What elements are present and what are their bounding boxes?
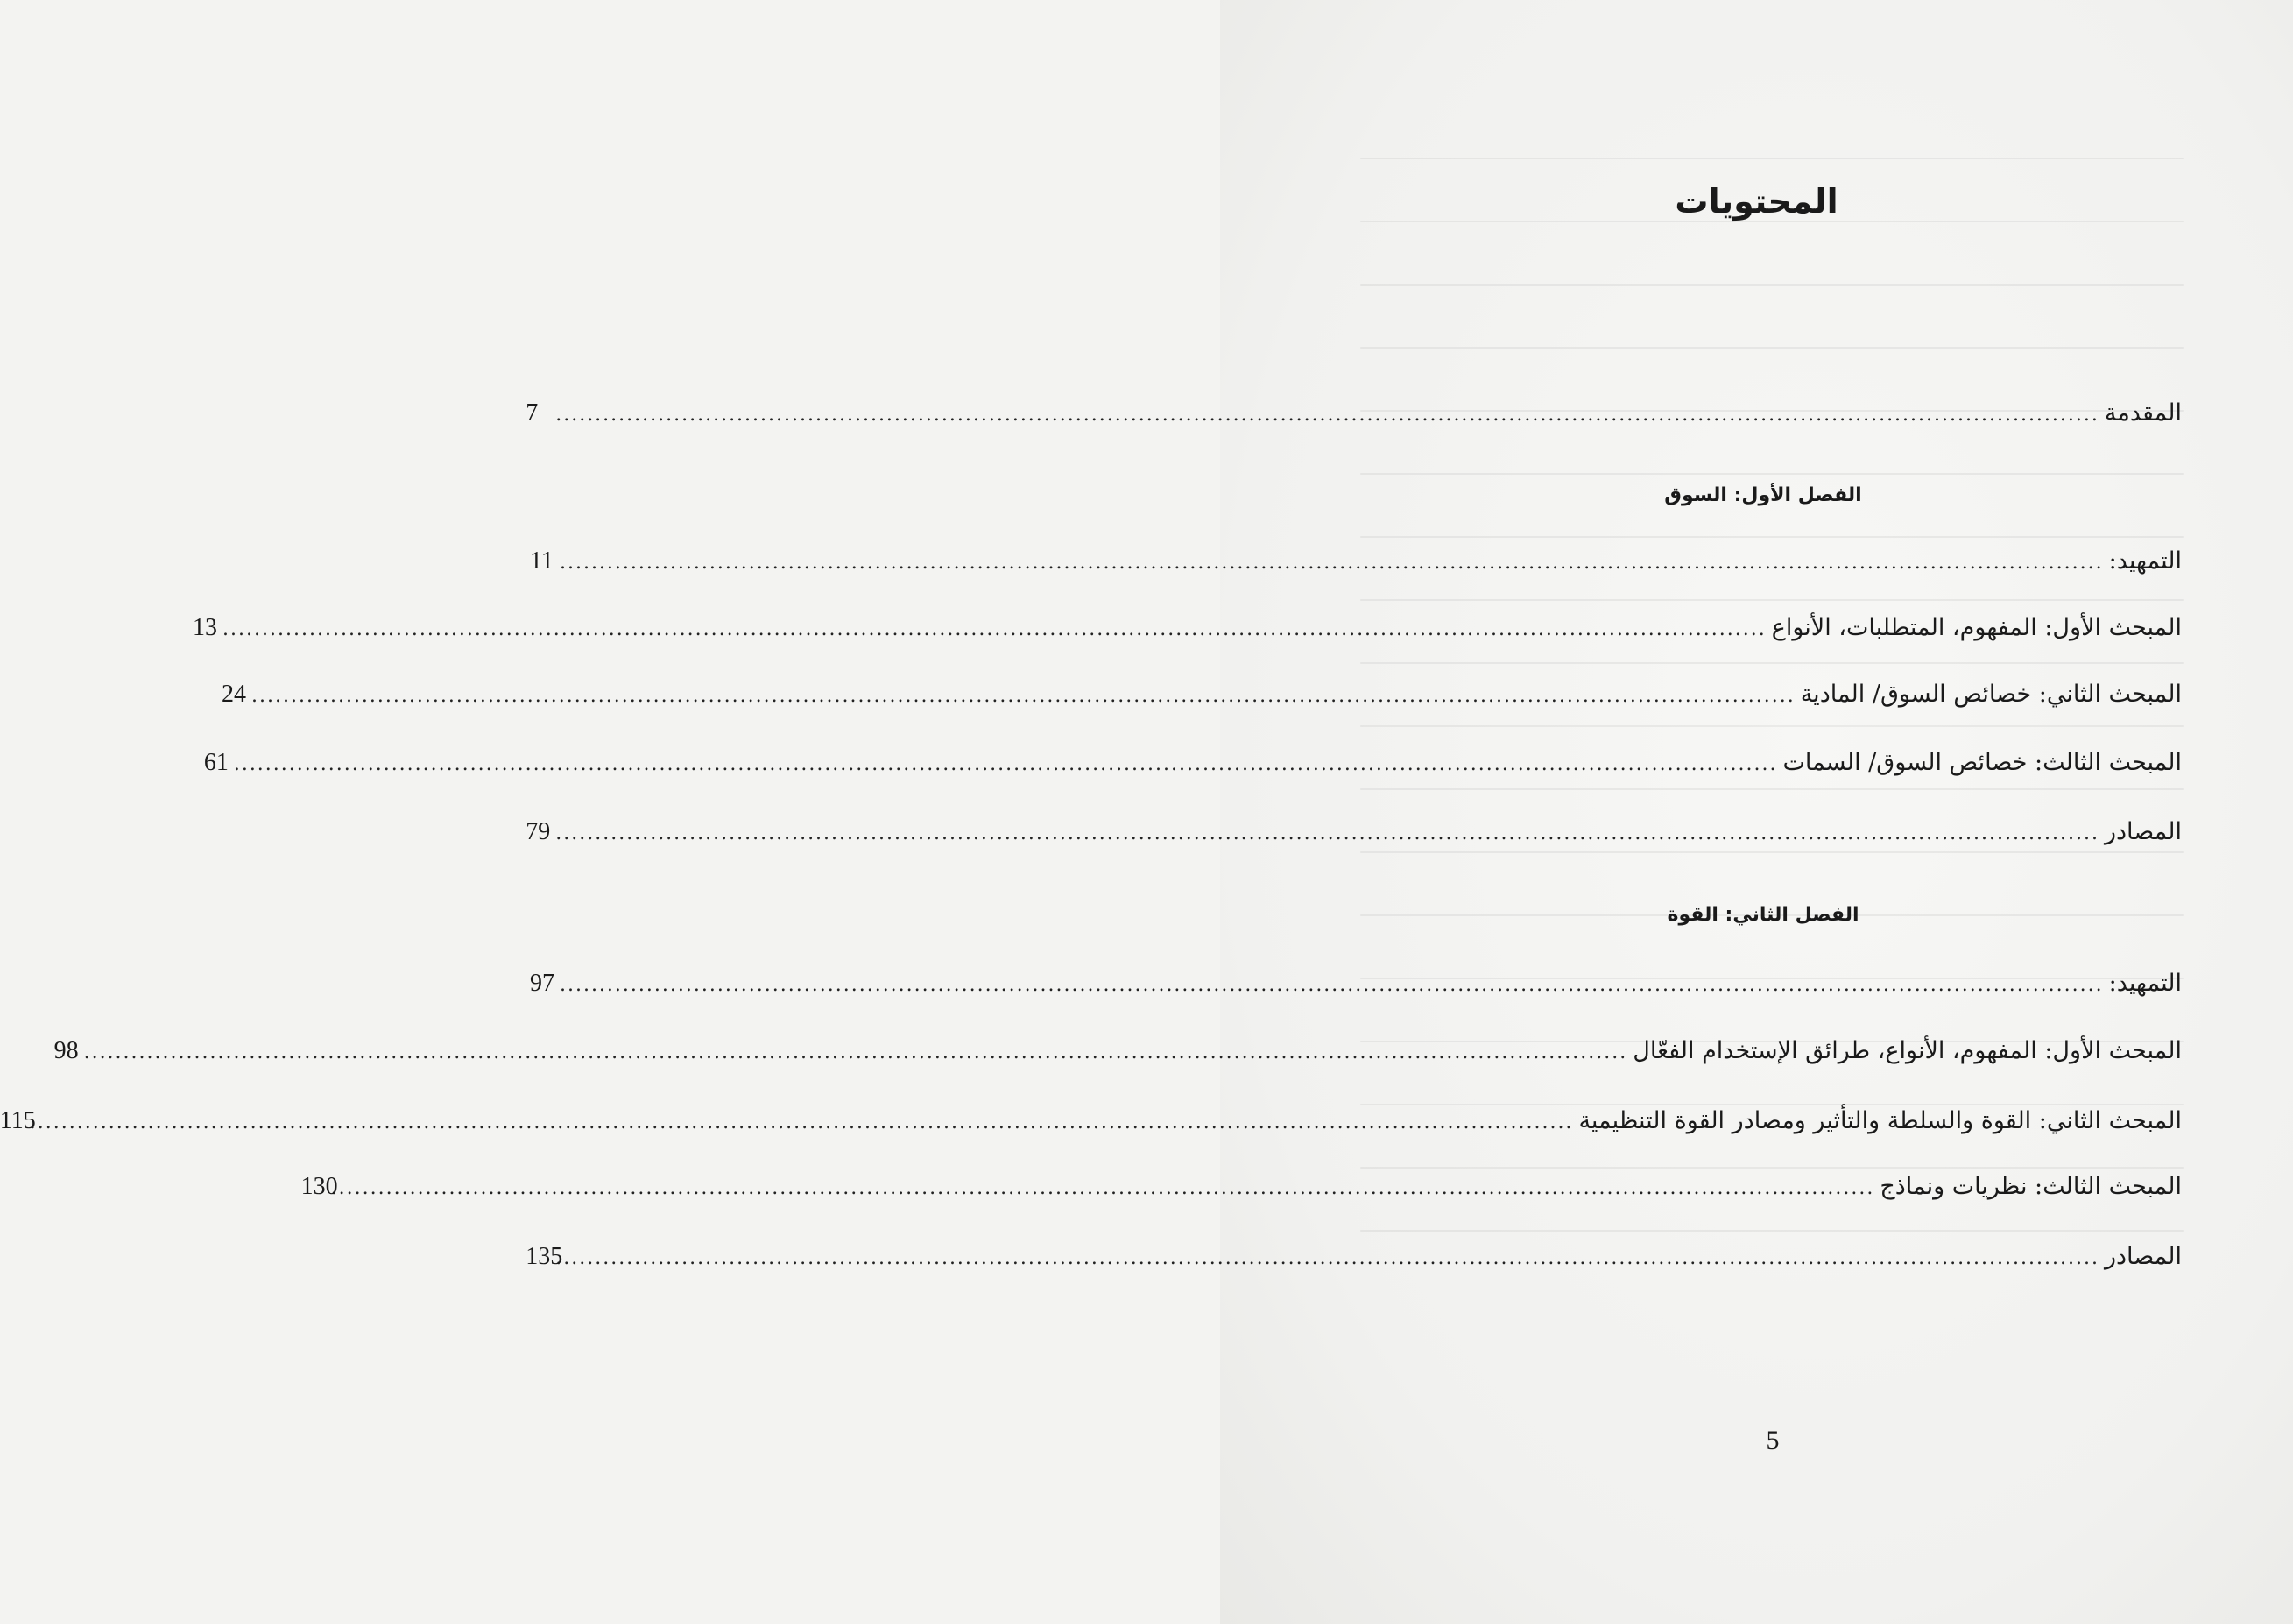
toc-entry-page: 130 bbox=[300, 1173, 338, 1200]
toc-entry bbox=[0, 1099, 2182, 1143]
toc-entry-label: التمهيد: bbox=[2108, 547, 2182, 575]
dot-leader: .................................................................................................................................................................................................... bbox=[83, 1041, 1628, 1063]
toc-entry-page: 98 bbox=[53, 1037, 79, 1064]
dot-leader: .................................................................................................................................................................................................... bbox=[555, 823, 2099, 844]
toc-entry-label: المقدمة bbox=[2104, 399, 2182, 427]
toc-entry-page: 11 bbox=[529, 547, 554, 575]
toc-entry-label: المصادر bbox=[2104, 818, 2182, 845]
dot-leader: .................................................................................................................................................................................................... bbox=[559, 552, 2104, 574]
dot-leader: .................................................................................................................................................................................................... bbox=[233, 753, 1778, 775]
toc-entry bbox=[300, 1165, 2182, 1209]
chapter-heading: الفصل الأول: السوق bbox=[1664, 484, 1862, 506]
dot-leader: .................................................................................................................................................................................................... bbox=[559, 974, 2104, 996]
toc-entry bbox=[193, 606, 2182, 650]
dot-leader: .................................................................................................................................................................................................... bbox=[330, 1177, 1875, 1199]
dot-leader: .................................................................................................................................................................................................... bbox=[222, 618, 1767, 640]
toc-entry-label: المبحث الثاني: القوة والسلطة والتأثير ومصادر القوة التنظيمية bbox=[1578, 1107, 2182, 1134]
toc-entry-page: 79 bbox=[526, 818, 551, 845]
toc-entry-page: 13 bbox=[193, 614, 218, 641]
dot-leader: .................................................................................................................................................................................................... bbox=[251, 685, 1796, 707]
toc-entry bbox=[526, 810, 2182, 854]
page-number: 5 bbox=[1766, 1426, 1780, 1455]
toc-entry-label: المبحث الأول: المفهوم، المتطلبات، الأنواع bbox=[1771, 614, 2182, 641]
toc-entry-page: 61 bbox=[203, 749, 229, 776]
toc-entry bbox=[529, 540, 2182, 583]
dot-leader: .................................................................................................................................................................................................... bbox=[29, 1112, 1574, 1133]
chapter-heading: الفصل الثاني: القوة bbox=[1667, 904, 1859, 926]
toc-entry-page: 135 bbox=[526, 1243, 563, 1270]
toc-entry-page: 7 bbox=[526, 399, 539, 427]
toc-entry-label: المبحث الثاني: خصائص السوق/ المادية bbox=[1800, 681, 2182, 708]
toc-entry-label: التمهيد: bbox=[2108, 970, 2182, 997]
toc-entry-page: 115 bbox=[0, 1107, 36, 1134]
toc-entry bbox=[526, 392, 2182, 435]
dot-leader: .................................................................................................................................................................................................... bbox=[555, 1247, 2099, 1269]
page-title: المحتويات bbox=[1675, 182, 1838, 221]
toc-entry-label: المصادر bbox=[2104, 1243, 2182, 1270]
toc-entry bbox=[222, 673, 2182, 717]
toc-entry-label: المبحث الثالث: نظريات ونماذج bbox=[1880, 1173, 2182, 1200]
toc-entry-page: 97 bbox=[529, 970, 554, 997]
toc-entry-label: المبحث الأول: المفهوم، الأنواع، طرائق الإستخدام الفعّال bbox=[1633, 1037, 2182, 1064]
toc-entry-label: المبحث الثالث: خصائص السوق/ السمات bbox=[1782, 749, 2182, 776]
toc-entry bbox=[203, 741, 2182, 785]
toc-entry bbox=[526, 1235, 2182, 1279]
toc-entry bbox=[529, 962, 2182, 1006]
toc-entry-page: 24 bbox=[222, 681, 247, 708]
toc-entry bbox=[53, 1029, 2182, 1073]
dot-leader: .................................................................................................................................................................................................... bbox=[555, 404, 2099, 426]
